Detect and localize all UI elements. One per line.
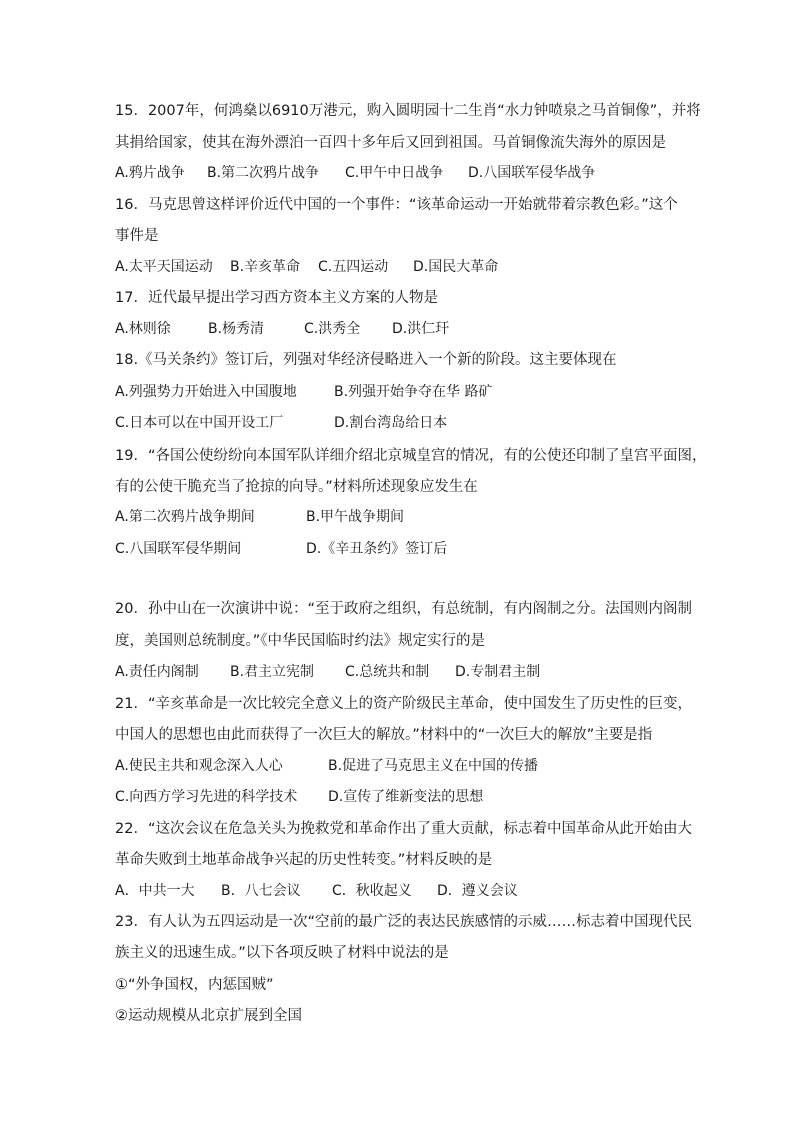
q19-line-2: 有的公使干脆充当了抢掠的向导。”材料所述现象应发生在 [115, 479, 478, 495]
q16-option-d: D.国民大革命 [413, 259, 499, 275]
q17-option-c: C.洪秀全 [304, 321, 361, 337]
q23-item-1: ①“外争国权，内惩国贼” [115, 977, 274, 993]
q19-line-1: 19．“各国公使纷纷向本国军队详细介绍北京城皇宫的情况，有的公使还印制了皇宫平面图， [115, 448, 707, 464]
q21-option-b: B.促进了马克思主义在中国的传播 [328, 758, 539, 774]
q19-option-b: B.甲午战争期间 [306, 509, 405, 525]
q20-line-1: 20．孙中山在一次演讲中说：“至于政府之组织，有总统制，有内阁制之分。法国则内阁制 [115, 601, 692, 617]
q19-option-d: D.《辛丑条约》签订后 [306, 541, 448, 557]
q18-option-c: C.日本可以在中国开设工厂 [115, 415, 284, 431]
q22-line-1: 22．“这次会议在危急关头为挽救党和革命作出了重大贡献，标志着中国革命从此开始由大 [115, 821, 692, 837]
q19-option-a: A.第二次鸦片战争期间 [115, 509, 255, 525]
q17-option-a: A.林则徐 [115, 321, 171, 337]
q22-line-2: 革命失败到土地革命战争兴起的历史性转变。”材料反映的是 [115, 852, 493, 868]
q21-option-d: D.宣传了维新变法的思想 [328, 789, 484, 805]
q15-line-2: 其捐给国家，使其在海外漂泊一百四十多年后又回到祖国。马首铜像流失海外的原因是 [115, 135, 666, 151]
q16-option-a: A.太平天国运动 [115, 259, 213, 275]
q23-line-1: 23．有人认为五四运动是一次“空前的最广泛的表达民族感情的示威……标志着中国现代民 [115, 914, 692, 930]
q20-option-d: D.专制君主制 [455, 664, 541, 680]
q22-option-d: D．遵义会议 [437, 883, 518, 899]
q21-line-1: 21．“辛亥革命是一次比较完全意义上的资产阶级民主革命，使中国发生了历史性的巨变， [115, 696, 692, 712]
q21-line-2: 中国人的思想也由此而获得了一次巨大的解放。”材料中的“一次巨大的解放”主要是指 [115, 727, 653, 743]
q23-line-2: 族主义的迅速生成。”以下各项反映了材料中说法的是 [115, 945, 449, 961]
q20-option-b: B.君主立宪制 [230, 664, 315, 680]
q15-option-a: A.鸦片战争 [115, 165, 185, 181]
q16-line-2: 事件是 [115, 228, 159, 244]
q16-line-1: 16．马克思曾这样评价近代中国的一个事件：“该革命运动一开始就带着宗教色彩。”这个 [115, 197, 678, 213]
q17-option-b: B.杨秀清 [208, 321, 265, 337]
q22-option-b: B．八七会议 [221, 883, 301, 899]
q15-option-c: C.甲午中日战争 [345, 165, 444, 181]
q20-option-a: A.责任内阁制 [115, 664, 199, 680]
q18-option-d: D.割台湾岛给日本 [334, 415, 448, 431]
q20-line-2: 度，美国则总统制度。”《中华民国临时约法》规定实行的是 [115, 633, 486, 649]
q15-line-1: 15．2007年，何鸿燊以6910万港元，购入圆明园十二生肖“水力钟喷泉之马首铜像”，并将 [115, 103, 701, 119]
q21-option-c: C.向西方学习先进的科学技术 [115, 789, 298, 805]
q18-option-a: A.列强势力开始进入中国腹地 [115, 384, 297, 400]
q17-option-d: D.洪仁玕 [392, 321, 450, 337]
q19-option-c: C.八国联军侵华期间 [115, 541, 242, 557]
q21-option-a: A.使民主共和观念深入人心 [115, 758, 283, 774]
q22-option-a: A．中共一大 [115, 883, 195, 899]
q17-line-1: 17．近代最早提出学习西方资本主义方案的人物是 [115, 290, 438, 306]
q16-option-c: C.五四运动 [318, 259, 389, 275]
q23-item-2: ②运动规模从北京扩展到全国 [115, 1008, 302, 1024]
q15-option-d: D.八国联军侵华战争 [468, 165, 596, 181]
q20-option-c: C.总统共和制 [345, 664, 430, 680]
q18-option-b: B.列强开始争夺在华 路矿 [334, 384, 493, 400]
q18-line-1: 18.《马关条约》签订后，列强对华经济侵略进入一个新的阶段。这主要体现在 [115, 352, 617, 368]
q15-option-b: B.第二次鸦片战争 [207, 165, 320, 181]
q16-option-b: B.辛亥革命 [230, 259, 301, 275]
q22-option-c: C．秋收起义 [332, 883, 412, 899]
